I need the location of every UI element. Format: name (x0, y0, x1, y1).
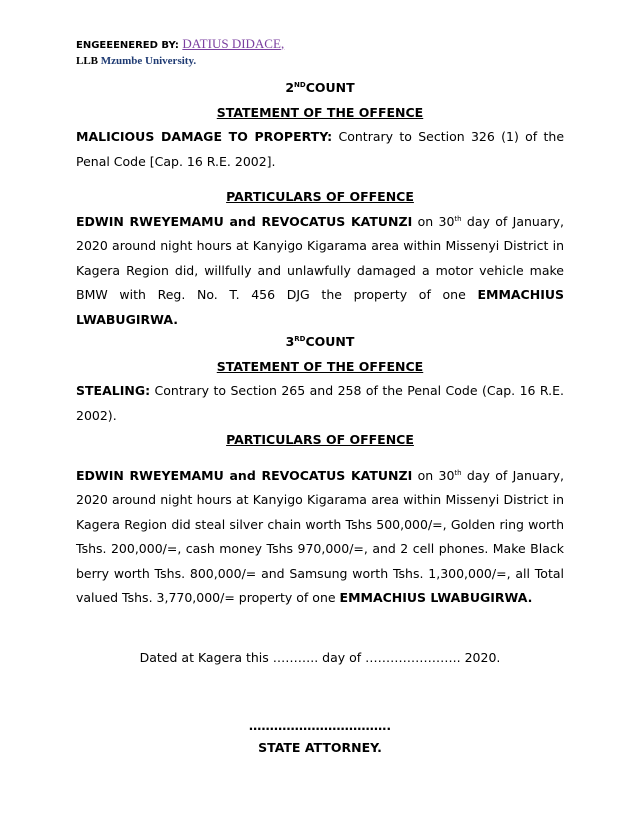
engineered-by-label: ENGEEENERED BY: (76, 40, 183, 51)
count-3-offence-text: Contrary to Section 265 and 258 of the Penal Code (Cap. 16 R.E. 2002). (76, 383, 564, 423)
count-3-particulars (76, 464, 564, 611)
count-3-accused: EDWIN RWEYEMAMU and REVOCATUS KATUNZI (76, 467, 413, 483)
count-2-accused: EDWIN RWEYEMAMU and REVOCATUS KATUNZI (76, 213, 413, 229)
count-2-text-2: day of January, 2020 around night hours at Kanyigo Kigarama area within Missenyi District in Kagera Region did, willfully and unlawfully damaged a motor vehicle make BMW with Reg. No. T. 456 DJG the property of one (76, 213, 564, 302)
count-3-title (76, 330, 564, 355)
author-link[interactable]: DATIUS DIDACE (182, 36, 281, 51)
count-2-word: COUNT (305, 80, 355, 95)
count-3-word: COUNT (305, 334, 355, 349)
engineered-by-line (76, 37, 284, 53)
author-comma: , (280, 36, 285, 51)
count-2-text-1: on 30 (412, 213, 455, 229)
count-3-date-ordinal: th (454, 468, 462, 477)
count-2-statement-heading: STATEMENT OF THE OFFENCE (216, 104, 424, 120)
count-3-offence (76, 379, 564, 428)
count-2-date-ordinal: th (454, 214, 462, 223)
count-2-ordinal: ND (294, 80, 306, 89)
count-2-victim: EMMACHIUS LWABUGIRWA. (76, 287, 564, 327)
signature-line: ……………………………. (248, 718, 392, 733)
author-header (76, 37, 284, 68)
count-2-particulars (76, 210, 564, 333)
count-2-section (76, 76, 564, 332)
university-line (76, 54, 284, 68)
university-name: Mzumbe University. (100, 55, 197, 67)
count-2-title (76, 76, 564, 101)
degree-label: LLB (76, 55, 101, 67)
count-3-ordinal: RD (294, 334, 306, 343)
count-3-statement-heading: STATEMENT OF THE OFFENCE (216, 358, 424, 374)
count-3-victim: EMMACHIUS LWABUGIRWA. (339, 590, 533, 605)
count-3-offence-label: STEALING: (76, 383, 151, 398)
count-2-offence (76, 125, 564, 174)
count-3-text-1: on 30 (412, 467, 455, 483)
count-3-section (76, 330, 564, 611)
count-3-particulars-heading: PARTICULARS OF OFFENCE (226, 432, 414, 447)
dated-line: Dated at Kagera this ……….. day of ………………….. 2020. (139, 650, 501, 665)
count-2-particulars-heading: PARTICULARS OF OFFENCE (226, 189, 414, 204)
signatory-title: STATE ATTORNEY. (258, 740, 382, 755)
count-2-offence-label: MALICIOUS DAMAGE TO PROPERTY: (76, 129, 333, 144)
count-3-text-2: day of January, 2020 around night hours at Kanyigo Kigarama area within Missenyi District in Kagera Region did steal silver chain worth Tshs 500,000/=, Golden ring worth Tshs. 200,000/=, cash money Tshs 970,000/=, and 2 cell phones. Make Black berry worth Tshs. 800,000/= and Samsung worth Tshs. 1,300,000/=, all Total valued Tshs. 3,770,000/= property of one (76, 467, 564, 605)
count-3-number: 3 (285, 334, 295, 349)
count-2-number: 2 (285, 80, 295, 95)
count-2-offence-text: Contrary to Section 326 (1) of the Penal Code [Cap. 16 R.E. 2002]. (76, 129, 565, 169)
